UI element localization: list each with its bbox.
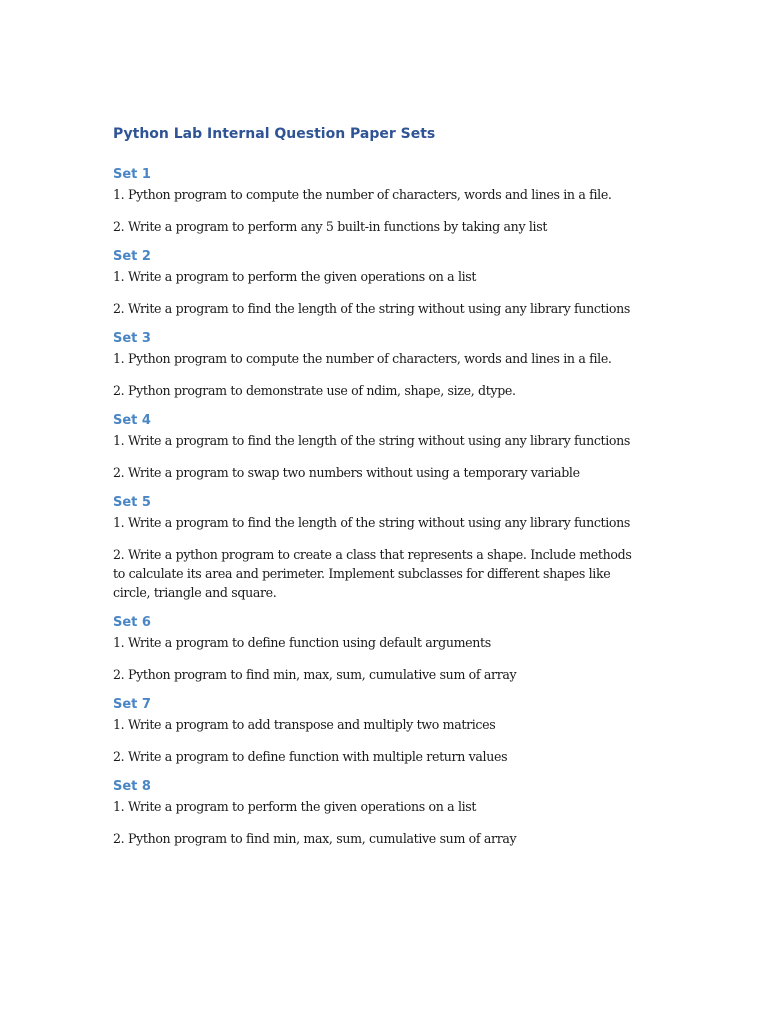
question-item: 1. Python program to compute the number of characters, words and lines in a file. — [113, 187, 612, 202]
question-item: 2. Python program to find min, max, sum, cumulative sum of array — [113, 667, 517, 682]
set-heading: Set 4 — [113, 413, 151, 428]
question-item: 2. Python program to demonstrate use of ndim, shape, size, dtype. — [113, 383, 516, 398]
question-item: 1. Write a program to add transpose and multiply two matrices — [113, 717, 496, 732]
set-heading: Set 8 — [113, 779, 151, 794]
question-set-1 — [113, 165, 643, 236]
question-item: 1. Write a program to find the length of the string without using any library functions — [113, 433, 631, 448]
question-item: 1. Write a program to define function using default arguments — [113, 635, 491, 650]
question-item: 2. Python program to find min, max, sum, cumulative sum of array — [113, 831, 517, 846]
question-set-5 — [113, 493, 643, 602]
question-item: 1. Write a program to find the length of the string without using any library functions — [113, 515, 631, 530]
set-heading: Set 6 — [113, 615, 151, 630]
set-heading: Set 5 — [113, 495, 151, 510]
set-heading: Set 3 — [113, 331, 151, 346]
set-heading: Set 2 — [113, 249, 151, 264]
question-set-2 — [113, 247, 643, 318]
page-title: Python Lab Internal Question Paper Sets — [113, 126, 436, 142]
question-item: 1. Write a program to perform the given operations on a list — [113, 799, 477, 814]
question-item: 2. Write a program to perform any 5 built-in functions by taking any list — [113, 219, 548, 234]
question-item: 1. Python program to compute the number of characters, words and lines in a file. — [113, 351, 612, 366]
question-set-4 — [113, 411, 643, 482]
question-item: 2. Write a python program to create a class that represents a shape. Include methods to calculate its area and perimeter. Implement subclasses for different shapes like circle, triangle and square. — [113, 547, 632, 600]
question-item: 2. Write a program to define function with multiple return values — [113, 749, 508, 764]
set-heading: Set 1 — [113, 167, 151, 182]
question-set-6 — [113, 613, 643, 684]
question-item: 2. Write a program to find the length of the string without using any library functions — [113, 301, 631, 316]
question-item: 1. Write a program to perform the given operations on a list — [113, 269, 477, 284]
set-heading: Set 7 — [113, 697, 151, 712]
document-page — [113, 124, 643, 859]
question-set-3 — [113, 329, 643, 400]
question-item: 2. Write a program to swap two numbers without using a temporary variable — [113, 465, 580, 480]
question-set-8 — [113, 777, 643, 848]
question-set-7 — [113, 695, 643, 766]
